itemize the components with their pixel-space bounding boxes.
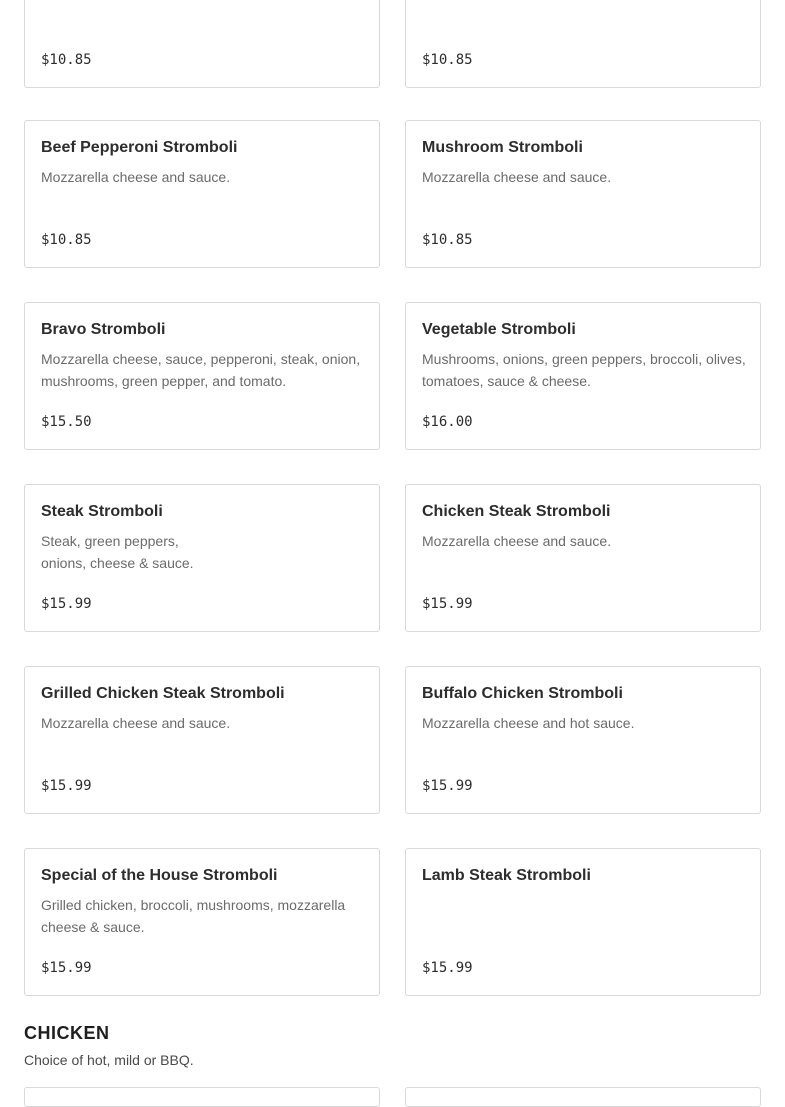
section-title: CHICKEN [24,1023,110,1043]
menu-item-price: $15.99 [422,778,473,794]
menu-item-description: Mozzarella cheese and sauce. [41,169,231,185]
menu-item-name: Bravo Stromboli [41,321,166,338]
menu-item-card[interactable] [405,666,761,814]
menu-item-name: Mushroom Stromboli [422,139,583,156]
menu-item-description: Mozzarella cheese, sauce, pepperoni, steak, onion, mushrooms, green pepper, and tomato. [41,351,361,389]
menu-item-price: $15.99 [41,596,92,612]
menu-item-card[interactable] [24,0,380,88]
menu-item-price: $10.85 [41,232,92,248]
menu-item-description: Mozzarella cheese and hot sauce. [422,715,635,731]
menu-item-price: $15.99 [422,960,473,976]
section-subtitle: Choice of hot, mild or BBQ. [24,1052,194,1068]
menu-item-card[interactable] [24,666,380,814]
menu-item-price: $15.99 [422,596,473,612]
menu-item-description: Mozzarella cheese and sauce. [422,169,612,185]
menu-item-card[interactable] [405,302,761,450]
menu-item-name: Vegetable Stromboli [422,321,576,338]
menu-item-card[interactable] [24,1087,380,1107]
menu-item-name: Buffalo Chicken Stromboli [422,685,623,702]
menu-item-card[interactable] [405,1087,761,1107]
menu-item-price: $15.99 [41,960,92,976]
menu-item-card[interactable] [405,0,761,88]
menu-item-description: Steak, green peppers, onions, cheese & sauce. [41,533,194,571]
menu-item-price: $10.85 [422,52,473,68]
menu-item-price: $10.85 [41,52,92,68]
menu-item-description: Grilled chicken, broccoli, mushrooms, mozzarella cheese & sauce. [41,897,346,935]
menu-item-card[interactable] [405,848,761,996]
menu-item-card[interactable] [405,120,761,268]
menu-item-card[interactable] [405,484,761,632]
menu-item-card[interactable] [24,302,380,450]
menu-item-card[interactable] [24,484,380,632]
menu-item-price: $10.85 [422,232,473,248]
menu-item-card[interactable] [24,120,380,268]
menu-item-description: Mozzarella cheese and sauce. [41,715,231,731]
menu-item-name: Lamb Steak Stromboli [422,867,591,884]
menu-item-name: Beef Pepperoni Stromboli [41,139,238,156]
menu-item-description: Mozzarella cheese and sauce. [422,533,612,549]
menu-item-price: $15.50 [41,414,92,430]
menu-item-description: Mushrooms, onions, green peppers, broccoli, olives, tomatoes, sauce & cheese. [422,351,746,389]
menu-item-price: $15.99 [41,778,92,794]
menu-item-name: Special of the House Stromboli [41,867,278,884]
menu-item-price: $16.00 [422,414,473,430]
menu-item-name: Steak Stromboli [41,503,163,520]
menu-item-name: Chicken Steak Stromboli [422,503,611,520]
menu-item-card[interactable] [24,848,380,996]
menu-item-name: Grilled Chicken Steak Stromboli [41,685,285,702]
